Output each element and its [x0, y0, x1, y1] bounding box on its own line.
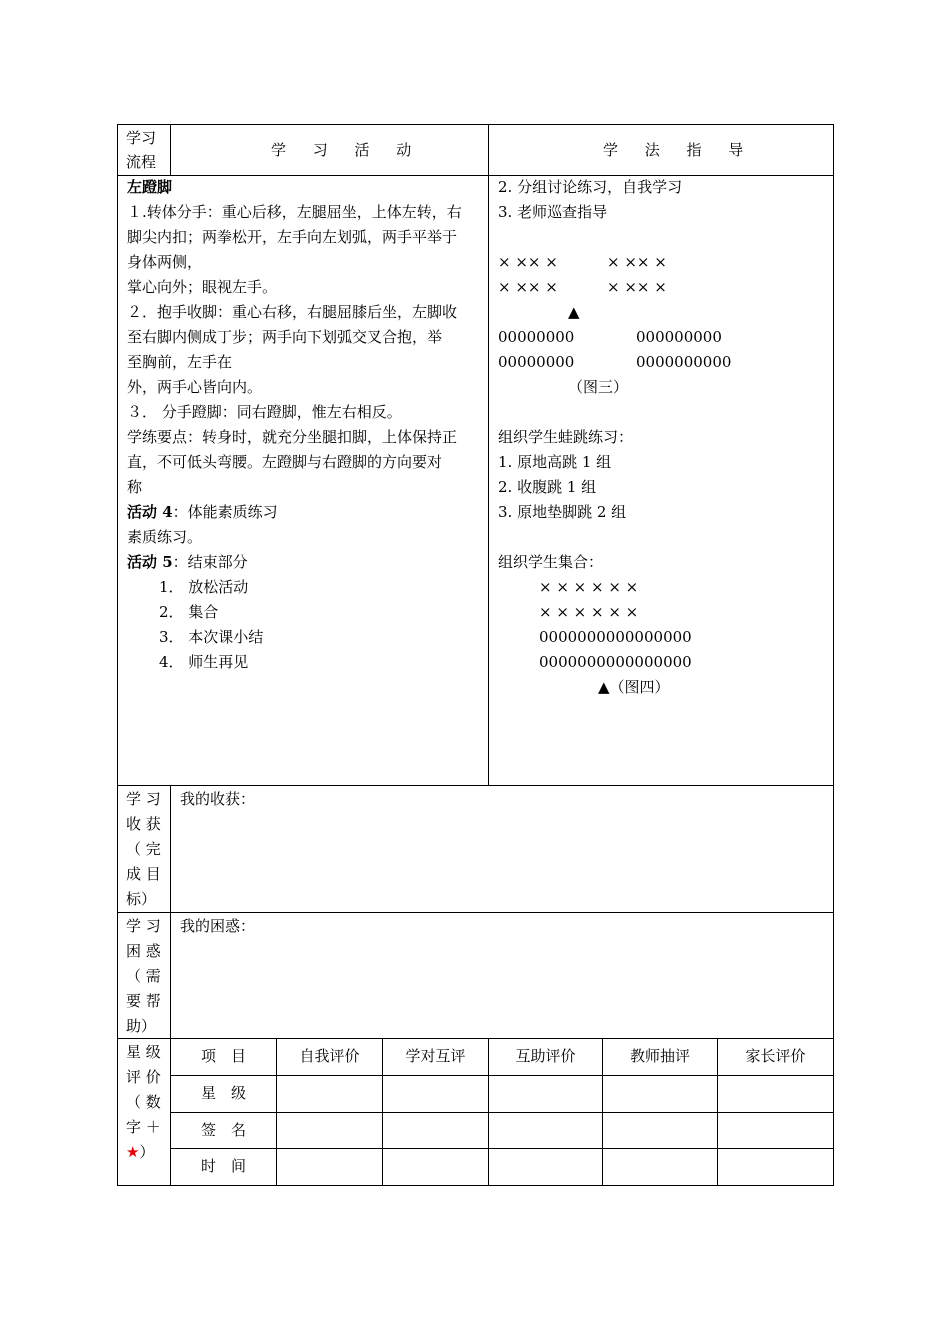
method-column-title: 学 法 指 导 [603, 141, 755, 159]
left-line-1: １.转体分手：重心后移，左腿屈坐，上体左转，右 [127, 203, 462, 221]
confusion-text: 我的困惑： [180, 917, 256, 935]
rating-row-rule-2 [170, 1112, 834, 1113]
formation4-row4: 0000000000000000 [539, 653, 692, 671]
activity-4-text: ：体能素质练习 [172, 503, 278, 521]
gain-top-rule [117, 785, 834, 786]
gain-label-1: 学 习 [126, 790, 161, 808]
frog-jump-item-1: 1. 原地高跳 1 组 [498, 453, 612, 471]
rating-col-mutual: 互助评价 [515, 1047, 576, 1065]
end-item-3: 3． 本次课小结 [159, 628, 264, 646]
frog-jump-item-2: 2. 收腹跳 1 组 [498, 478, 597, 496]
end-item-4: 4． 师生再见 [159, 653, 249, 671]
formation3-teacher-icon: ▲ [568, 303, 580, 321]
formation4-row3: 0000000000000000 [539, 628, 692, 646]
left-line-8: 外，两手心皆向内。 [127, 378, 263, 396]
rating-top-rule [117, 1038, 834, 1039]
gain-label-2: 收 获 [126, 815, 161, 833]
table-border-bottom [117, 1185, 834, 1186]
confusion-label-1: 学 习 [126, 917, 161, 935]
activity-5-label: 活动 5 [127, 553, 173, 571]
rating-label-5 [126, 1140, 154, 1165]
formation3-row1-left: × ×× × [498, 253, 558, 271]
formation4-row2: × × × × × × [539, 603, 639, 621]
rating-row-signature: 签 名 [200, 1121, 246, 1139]
frog-jump-title: 组织学生蛙跳练习： [498, 428, 634, 446]
confusion-label-3: （ 需 [126, 967, 161, 985]
star-icon: ★ [126, 1143, 140, 1161]
formation3-row3-right: 000000000 [636, 328, 722, 346]
formation3-row1-right: × ×× × [607, 253, 667, 271]
left-line-4: 掌心向外；眼视左手。 [127, 278, 278, 296]
step-item-3: 3. 老师巡查指导 [498, 203, 608, 221]
table-border-right [833, 124, 834, 1186]
rating-col-parent: 家长评价 [745, 1047, 806, 1065]
rating-label-2: 评 价 [126, 1068, 161, 1086]
flow-label-line-2: 流程 [126, 153, 157, 171]
activity-column-title: 学 习 活 动 [271, 141, 423, 159]
rating-row-time: 时 间 [200, 1157, 246, 1175]
left-heading: 左蹬脚 [127, 178, 173, 196]
activity-4-sub: 素质练习。 [127, 528, 203, 546]
confusion-top-rule [117, 912, 834, 913]
left-line-7: 至胸前，左手在 [127, 353, 233, 371]
left-line-12: 称 [127, 478, 143, 496]
rating-label-1: 星 级 [126, 1043, 161, 1061]
left-line-6: 至右脚内侧成丁步；两手向下划弧交叉合抱，举 [127, 328, 443, 346]
gain-label-5: 标） [126, 890, 157, 908]
formation3-row3-left: 00000000 [498, 328, 575, 346]
left-line-9: ３． 分手蹬脚：同右蹬脚，惟左右相反。 [127, 403, 402, 421]
formation4-caption: ▲（图四） [598, 678, 670, 696]
formation3-row4-left: 00000000 [498, 353, 575, 371]
rating-col-item: 项 目 [200, 1047, 246, 1065]
rating-col-self: 自我评价 [299, 1047, 360, 1065]
rating-col-teacher: 教师抽评 [629, 1047, 690, 1065]
header-divider-label [170, 124, 171, 175]
left-line-2: 脚尖内扣；两拳松开，左手向左划弧，两手平举于 [127, 228, 458, 246]
gain-label-3: （ 完 [126, 840, 161, 858]
rating-row-star: 星 级 [200, 1084, 246, 1102]
rating-label-3: （ 数 [126, 1093, 161, 1111]
flow-label-line-1: 学习 [126, 129, 157, 147]
left-line-3: 身体两侧， [127, 253, 203, 271]
rating-label-close: ） [139, 1143, 155, 1161]
gain-label-4: 成 目 [126, 865, 161, 883]
table-border-top [117, 124, 834, 125]
formation3-row2-left: × ×× × [498, 278, 558, 296]
formation3-row2-right: × ×× × [607, 278, 667, 296]
header-bottom-rule [117, 175, 834, 176]
activity-5-text: ：结束部分 [172, 553, 248, 571]
rating-row-rule-3 [170, 1148, 834, 1149]
table-border-left [117, 124, 118, 1186]
rating-row-rule-1 [170, 1075, 834, 1076]
gain-text: 我的收获： [180, 790, 256, 808]
formation3-caption: （图三） [568, 378, 629, 396]
activity-5-line [127, 550, 248, 575]
gather-title: 组织学生集合： [498, 553, 604, 571]
main-column-divider [488, 124, 489, 785]
left-line-5: ２．抱手收脚：重心右移，右腿屈膝后坐，左脚收 [127, 303, 458, 321]
confusion-label-2: 困 惑 [126, 942, 161, 960]
confusion-label-5: 助） [126, 1017, 157, 1035]
end-item-2: 2． 集合 [159, 603, 219, 621]
activity-4-label: 活动 4 [127, 503, 173, 521]
confusion-label-4: 要 帮 [126, 992, 161, 1010]
end-item-1: 1． 放松活动 [159, 578, 249, 596]
formation4-row1: × × × × × × [539, 578, 639, 596]
frog-jump-item-3: 3. 原地垫脚跳 2 组 [498, 503, 627, 521]
activity-4-line [127, 500, 278, 525]
rating-label-4: 字 ＋ [126, 1118, 161, 1136]
rating-col-peer: 学对互评 [405, 1047, 466, 1065]
left-line-11: 直，不可低头弯腰。左蹬脚与右蹬脚的方向要对 [127, 453, 443, 471]
step-item-2: 2. 分组讨论练习，自我学习 [498, 178, 683, 196]
formation3-row4-right: 0000000000 [636, 353, 732, 371]
left-line-10: 学练要点：转身时，就充分坐腿扣脚，上体保持正 [127, 428, 458, 446]
